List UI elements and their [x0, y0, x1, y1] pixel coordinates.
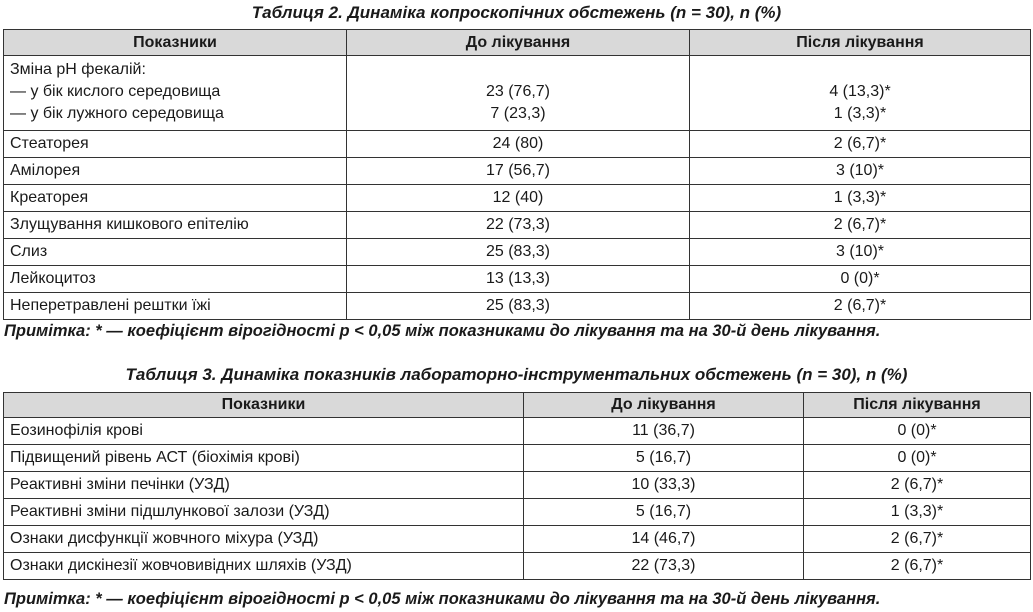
before-value: 13 (13,3) [347, 266, 690, 293]
column-header: До лікування [347, 30, 690, 56]
after-value: 2 (6,7)* [804, 553, 1031, 580]
value-line: 1 (3,3)* [833, 105, 887, 122]
table-row [4, 418, 1031, 445]
after-value: 2 (6,7)* [690, 131, 1031, 158]
value-line: 23 (76,7) [485, 83, 551, 100]
table3 [3, 392, 1031, 580]
column-header: До лікування [524, 393, 804, 418]
table-row [4, 499, 1031, 526]
row-label-line: Зміна pH фекалій: [10, 61, 146, 78]
before-value: 25 (83,3) [347, 293, 690, 320]
table-row [4, 445, 1031, 472]
after-value: 2 (6,7)* [690, 212, 1031, 239]
value-line [353, 59, 683, 81]
row-label: Злущування кишкового епітелію [4, 212, 347, 239]
before-value: 12 (40) [347, 185, 690, 212]
after-value [690, 56, 1031, 131]
table-row [4, 553, 1031, 580]
table2 [3, 29, 1031, 320]
row-label: Еозинофілія крові [4, 418, 524, 445]
after-value: 2 (6,7)* [804, 526, 1031, 553]
column-header: Показники [4, 393, 524, 418]
after-value: 2 (6,7)* [690, 293, 1031, 320]
column-header: Показники [4, 30, 347, 56]
table-row [4, 472, 1031, 499]
row-label: Реактивні зміни підшлункової залози (УЗД) [4, 499, 524, 526]
row-label: Амілорея [4, 158, 347, 185]
table2-note: Примітка: * — коефіцієнт вірогідності p < 0,05 між показниками до лікування та на 30-й день лікування. [4, 322, 881, 340]
after-value: 2 (6,7)* [804, 472, 1031, 499]
row-label [4, 56, 347, 131]
table3-note: Примітка: * — коефіцієнт вірогідності p < 0,05 між показниками до лікування та на 30-й день лікування. [4, 590, 881, 608]
value-line: 7 (23,3) [490, 105, 546, 122]
row-label: Неперетравлені рештки їжі [4, 293, 347, 320]
table-row [4, 266, 1031, 293]
column-header: Після лікування [804, 393, 1031, 418]
value-line: 4 (13,3)* [829, 83, 891, 100]
row-label: Ознаки дисфункції жовчного міхура (УЗД) [4, 526, 524, 553]
after-value: 3 (10)* [690, 239, 1031, 266]
before-value: 5 (16,7) [524, 445, 804, 472]
table-row [4, 131, 1031, 158]
table3-header-row [4, 393, 1031, 418]
table-row [4, 212, 1031, 239]
row-label: Слиз [4, 239, 347, 266]
before-value: 14 (46,7) [524, 526, 804, 553]
value-line [696, 59, 1024, 81]
table2-caption: Таблиця 2. Динаміка копроскопічних обстежень (n = 30), n (%) [251, 3, 782, 22]
after-value: 1 (3,3)* [804, 499, 1031, 526]
row-label: Лейкоцитоз [4, 266, 347, 293]
table-row [4, 293, 1031, 320]
row-label-line: — у бік лужного середовища [10, 105, 224, 122]
row-label: Ознаки дискінезії жовчовивідних шляхів (УЗД) [4, 553, 524, 580]
before-value: 17 (56,7) [347, 158, 690, 185]
after-value: 0 (0)* [804, 418, 1031, 445]
before-value: 5 (16,7) [524, 499, 804, 526]
before-value: 22 (73,3) [347, 212, 690, 239]
row-label: Креаторея [4, 185, 347, 212]
table-row [4, 185, 1031, 212]
row-label-line: — у бік кислого середовища [10, 83, 221, 100]
before-value [347, 56, 690, 131]
table3-caption: Таблиця 3. Динаміка показників лабораторно-інструментальних обстежень (n = 30), n (%) [125, 365, 908, 384]
after-value: 3 (10)* [690, 158, 1031, 185]
table-row [4, 239, 1031, 266]
column-header: Після лікування [690, 30, 1031, 56]
before-value: 10 (33,3) [524, 472, 804, 499]
row-label: Підвищений рівень АСТ (біохімія крові) [4, 445, 524, 472]
table2-header-row [4, 30, 1031, 56]
before-value: 22 (73,3) [524, 553, 804, 580]
before-value: 24 (80) [347, 131, 690, 158]
row-label: Реактивні зміни печінки (УЗД) [4, 472, 524, 499]
table-row [4, 56, 1031, 131]
row-label: Стеаторея [4, 131, 347, 158]
table-row [4, 158, 1031, 185]
after-value: 0 (0)* [690, 266, 1031, 293]
before-value: 25 (83,3) [347, 239, 690, 266]
table-row [4, 526, 1031, 553]
after-value: 1 (3,3)* [690, 185, 1031, 212]
after-value: 0 (0)* [804, 445, 1031, 472]
before-value: 11 (36,7) [524, 418, 804, 445]
